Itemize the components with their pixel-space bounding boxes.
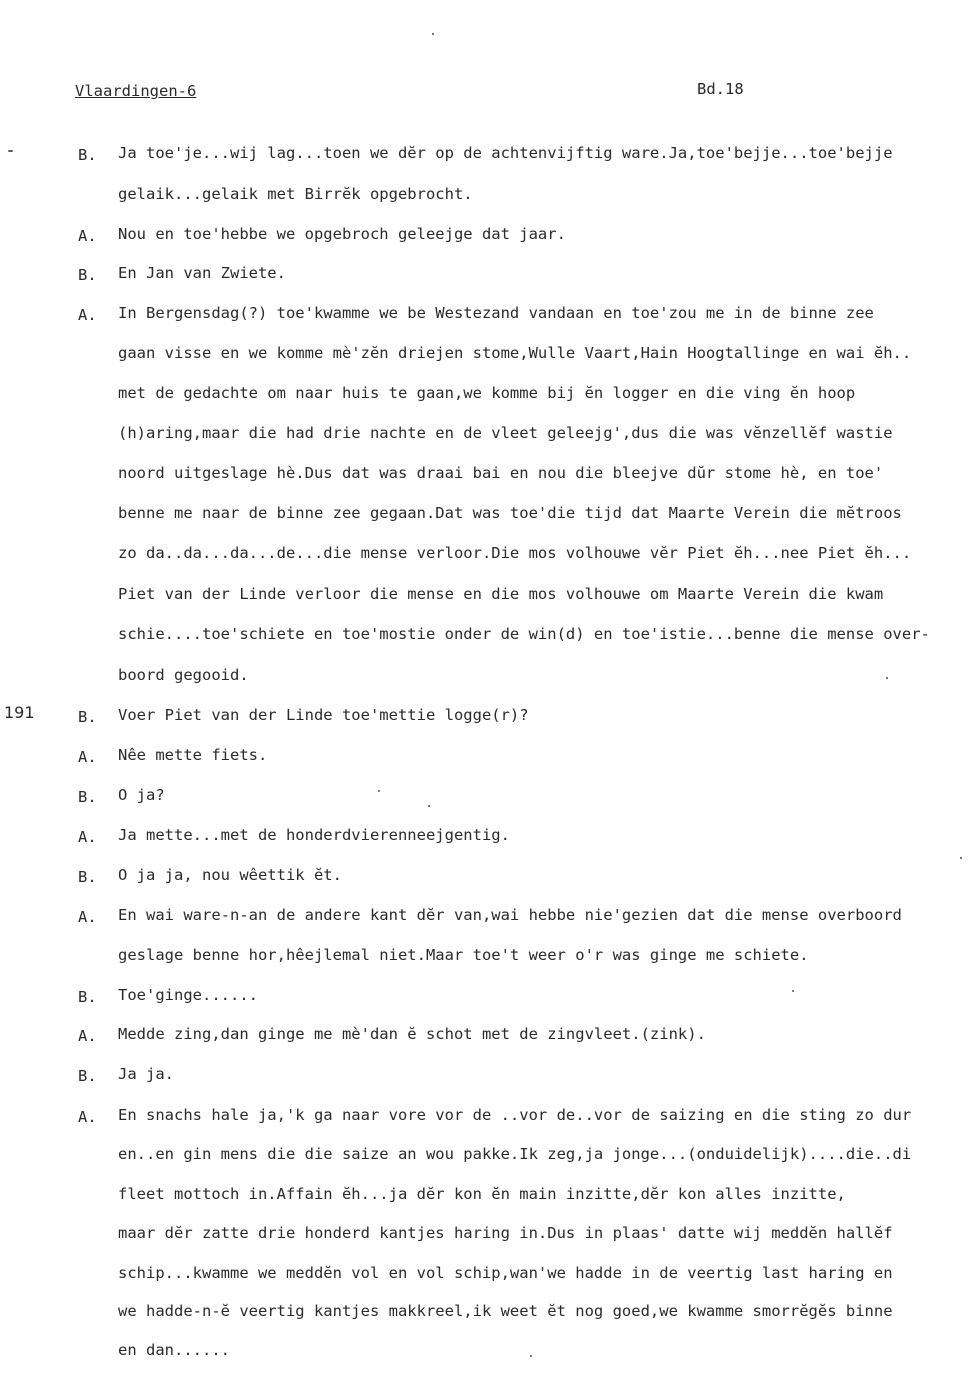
transcript-line: gaan visse en we komme mè'zĕn driejen stome,Wulle Vaart,Hain Hoogtallinge en wai ĕh.. xyxy=(118,344,912,362)
transcript-line: zo da..da...da...de...die mense verloor.Die mos volhouwe vĕr Piet ĕh...nee Piet ĕh... xyxy=(118,544,912,562)
transcript-line: En Jan van Zwiete. xyxy=(118,264,286,282)
transcript-line: maar dĕr zatte drie honderd kantjes haring in.Dus in plaas' datte wij meddĕn hallĕf xyxy=(118,1224,893,1242)
transcript-line: schie....toe'schiete en toe'mostie onder de win(d) en toe'istie...benne die mense over- xyxy=(118,625,930,643)
transcript-line: (h)aring,maar die had drie nachte en de vleet geleejg',dus die was vĕnzellĕf wastie xyxy=(118,424,893,442)
scan-speck xyxy=(378,790,380,792)
transcript-line: Nêe mette fiets. xyxy=(118,746,268,764)
scan-speck xyxy=(886,677,888,679)
speaker-label: B. xyxy=(78,708,97,726)
transcript-line: met de gedachte om naar huis te gaan,we komme bij ĕn logger en die ving ĕn hoop xyxy=(118,384,856,402)
speaker-label: A. xyxy=(78,748,97,766)
scan-speck xyxy=(8,150,13,152)
transcript-line: benne me naar de binne zee gegaan.Dat was toe'die tijd dat Maarte Verein die mĕtroos xyxy=(118,504,902,522)
speaker-label: A. xyxy=(78,1108,97,1126)
transcript-line: noord uitgeslage hè.Dus dat was draai bai en nou die bleejve dŭr stome hè, en toe' xyxy=(118,464,884,482)
transcript-line: En snachs hale ja,'k ga naar vore vor de ..vor de..vor de saizing en die sting zo dur xyxy=(118,1106,912,1124)
speaker-label: A. xyxy=(78,306,97,324)
speaker-label: B. xyxy=(78,266,97,284)
speaker-label: A. xyxy=(78,1027,97,1045)
speaker-label: B. xyxy=(78,988,97,1006)
transcript-line: Piet van der Linde verloor die mense en die mos volhouwe om Maarte Verein die kwam xyxy=(118,585,884,603)
transcript-line: O ja? xyxy=(118,786,165,804)
speaker-label: B. xyxy=(78,146,97,164)
scan-speck xyxy=(432,33,434,35)
transcript-line: Toe'ginge...... xyxy=(118,986,258,1004)
scan-speck xyxy=(792,990,794,992)
speaker-label: B. xyxy=(78,788,97,806)
speaker-label: B. xyxy=(78,868,97,886)
band-number: Bd.18 xyxy=(697,80,744,98)
scan-speck xyxy=(960,857,962,859)
speaker-label: B. xyxy=(78,1067,97,1085)
transcript-line: Medde zing,dan ginge me mè'dan ĕ schot met de zingvleet.(zink). xyxy=(118,1025,706,1043)
scan-speck xyxy=(530,1355,532,1357)
speaker-label: A. xyxy=(78,227,97,245)
margin-number: 191 xyxy=(4,703,35,722)
transcript-line: en dan...... xyxy=(118,1341,230,1359)
speaker-label: A. xyxy=(78,908,97,926)
transcript-line: In Bergensdag(?) toe'kwamme we be Westezand vandaan en toe'zou me in de binne zee xyxy=(118,304,874,322)
transcript-line: we hadde-n-ĕ veertig kantjes makkreel,ik weet ĕt nog goed,we kwamme smorrĕgĕs binne xyxy=(118,1302,893,1320)
document-title: Vlaardingen-6 xyxy=(75,82,197,100)
transcript-line: boord gegooid. xyxy=(118,666,249,684)
transcript-line: Ja toe'je...wij lag...toen we dĕr op de achtenvijftig ware.Ja,toe'bejje...toe'bejje xyxy=(118,144,893,162)
transcript-line: En wai ware-n-an de andere kant dĕr van,wai hebbe nie'gezien dat die mense overboord xyxy=(118,906,902,924)
transcript-line: schip...kwamme we meddĕn vol en vol schip,wan'we hadde in de veertig last haring en xyxy=(118,1264,893,1282)
transcript-line: Nou en toe'hebbe we opgebroch geleejge dat jaar. xyxy=(118,225,566,243)
transcript-line: en..en gin mens die die saize an wou pakke.Ik zeg,ja jonge...(onduidelijk)....die..di xyxy=(118,1145,912,1163)
transcript-line: geslage benne hor,hêejlemal niet.Maar toe't weer o'r was ginge me schiete. xyxy=(118,946,809,964)
transcript-line: gelaik...gelaik met Birrĕk opgebrocht. xyxy=(118,185,473,203)
scan-speck xyxy=(428,805,430,807)
transcript-line: fleet mottoch in.Affain ĕh...ja dĕr kon ĕn main inzitte,dĕr kon alles inzitte, xyxy=(118,1185,846,1203)
transcript-line: Ja mette...met de honderdvierenneejgentig. xyxy=(118,826,510,844)
speaker-label: A. xyxy=(78,828,97,846)
transcript-line: O ja ja, nou wêettik ĕt. xyxy=(118,866,342,884)
transcript-line: Voer Piet van der Linde toe'mettie logge(r)? xyxy=(118,706,529,724)
transcript-line: Ja ja. xyxy=(118,1065,174,1083)
